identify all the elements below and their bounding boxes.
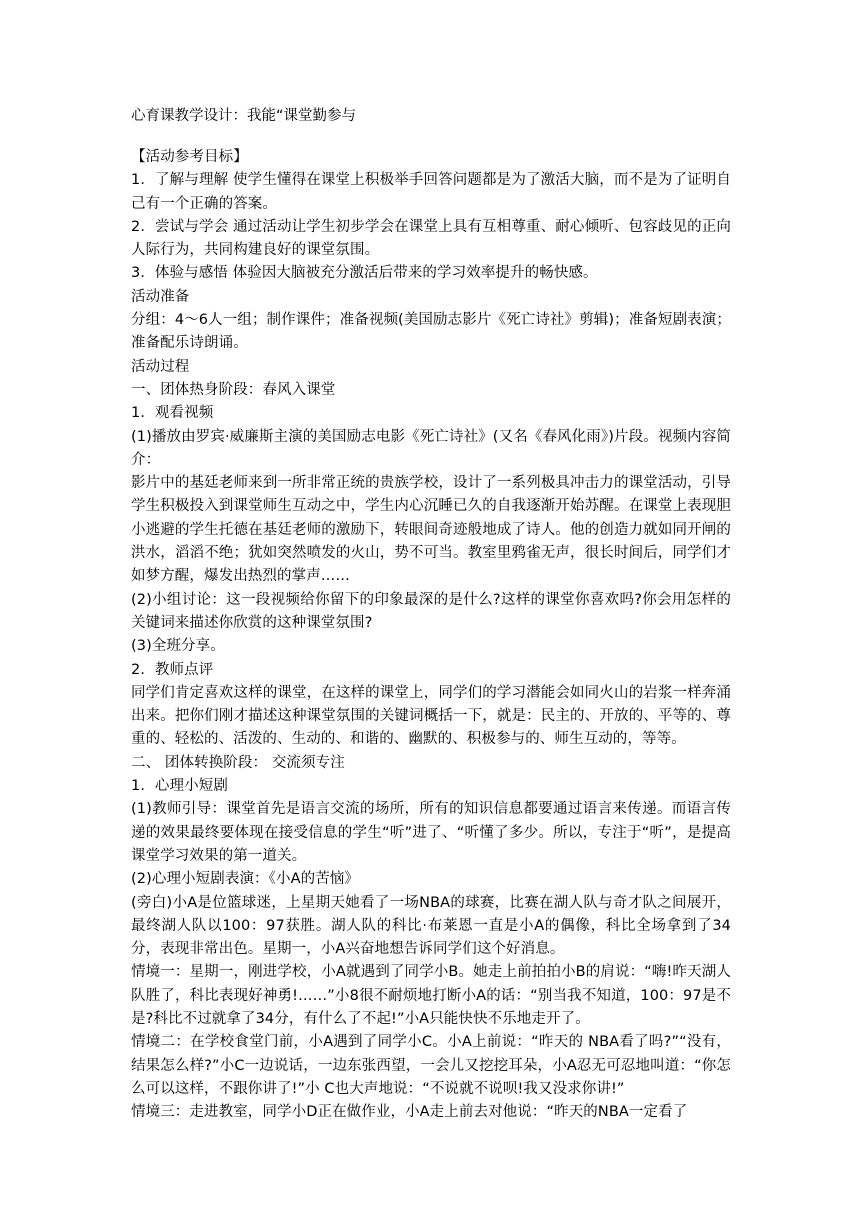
scenario-1: 情境一：星期一，刚进学校，小A就遇到了同学小B。她走上前拍拍小B的肩说：“嗨!昨天湖人队胜了，科比表现好神勇!……”小8很不耐烦地打断小A的话：“别当我不知道，100：97是不是?科比不过就拿了34分，有什么了不起!”小A只能快快不乐地走开了。 (131, 964, 731, 1027)
goal-item-1: 1．了解与理解 使学生懂得在课堂上积极举手回答问题都是为了激活大脑，而不是为了证明自己有一个正确的答案。 (131, 172, 731, 212)
paragraph: (3)全班分享。 (131, 638, 225, 655)
step-heading: 2．教师点评 (131, 661, 214, 678)
document-title: 心育课教学设计：我能“课堂勤参与 (131, 108, 357, 124)
goal-item-2: 2．尝试与学会 通过活动让学生初步学会在课堂上具有互相尊重、耐心倾听、包容歧见的正向人际行为，共同构建良好的课堂氛围。 (131, 218, 731, 259)
stage-1-heading: 一、团体热身阶段：春风入课堂 (131, 381, 336, 398)
paragraph: (旁白)小A是位篮球迷，上星期天她看了一场NBA的球赛，比赛在湖人队与奇才队之间展开，最终湖人队以100：97获胜。湖人队的科比·布莱恩一直是小A的偶像，科比全场拿到了34分，表现非常出色。星期一，小A兴奋地想告诉同学们这个好消息。 (131, 894, 731, 958)
paragraph: (1)播放由罗宾·威廉斯主演的美国励志电影《死亡诗社》(又名《春风化雨》)片段。视频内容简介： (131, 428, 731, 468)
scenario-2: 情境二：在学校食堂门前，小A遇到了同学小C。小A上前说：“昨天的 NBA看了吗?”“没有，结果怎么样?”小C一边说话，一边东张西望，一会儿又挖挖耳朵，小A忍无可忍地叫道：“你怎么可以这样，不跟你讲了!”小 C也大声地说：“不说就不说呗!我又没求你讲!” (131, 1034, 731, 1097)
scenario-3: 情境三：走进教室，同学小D正在做作业，小A走上前去对他说：“昨天的NBA一定看了 (131, 1104, 688, 1121)
paragraph: 影片中的基廷老师来到一所非常正统的贵族学校，设计了一系列极具冲击力的课堂活动，引导学生积极投入到课堂师生互动之中，学生内心沉睡已久的自我逐渐开始苏醒。在课堂上表现胆小逃避的学生托德在基廷老师的激励下，转眼间奇迹般地成了诗人。他的创造力就如同开闸的洪水，滔滔不绝；犹如突然喷发的火山，势不可当。教室里鸦雀无声，很长时间后，同学们才如梦方醒，爆发出热烈的掌声…… (131, 475, 731, 585)
section-heading-process: 活动过程 (131, 358, 190, 375)
paragraph: 同学们肯定喜欢这样的课堂，在这样的课堂上，同学们的学习潜能会如同火山的岩浆一样奔涌出来。把你们刚才描述这种课堂氛围的关键词概括一下，就是：民主的、开放的、平等的、尊重的、轻松的、活泼的、生动的、和谐的、幽默的、积极参与的、师生互动的，等等。 (131, 684, 731, 748)
paragraph: (2)心理小短剧表演：《小A的苦恼》 (131, 871, 360, 888)
paragraph: (1)教师引导：课堂首先是语言交流的场所，所有的知识信息都要通过语言来传递。而语言传递的效果最终要体现在接受信息的学生“听”进了、“听懂了多少。所以，专注于“听”，是提高课堂学习效果的第一道关。 (131, 801, 731, 864)
stage-2-heading: 二、 团体转换阶段： 交流须专注 (131, 754, 345, 771)
preparation-text: 分组：4～6人一组；制作课件；准备视频(美国励志影片《死亡诗社》剪辑)；准备短剧表演；准备配乐诗朗诵。 (131, 312, 731, 352)
section-heading-goals: 【活动参考目标】 (131, 149, 248, 165)
paragraph: (2)小组讨论：这一段视频给你留下的印象最深的是什么?这样的课堂你喜欢吗?你会用怎样的关键词来描述你欣赏的这种课堂氛围? (131, 591, 731, 631)
step-heading: 1．观看视频 (131, 405, 214, 422)
section-heading-preparation: 活动准备 (131, 288, 190, 305)
goal-item-3: 3．体验与感悟 体验因大脑被充分激活后带来的学习效率提升的畅快感。 (131, 265, 598, 282)
document-body (131, 146, 731, 1124)
step-heading: 1．心理小短剧 (131, 778, 228, 795)
